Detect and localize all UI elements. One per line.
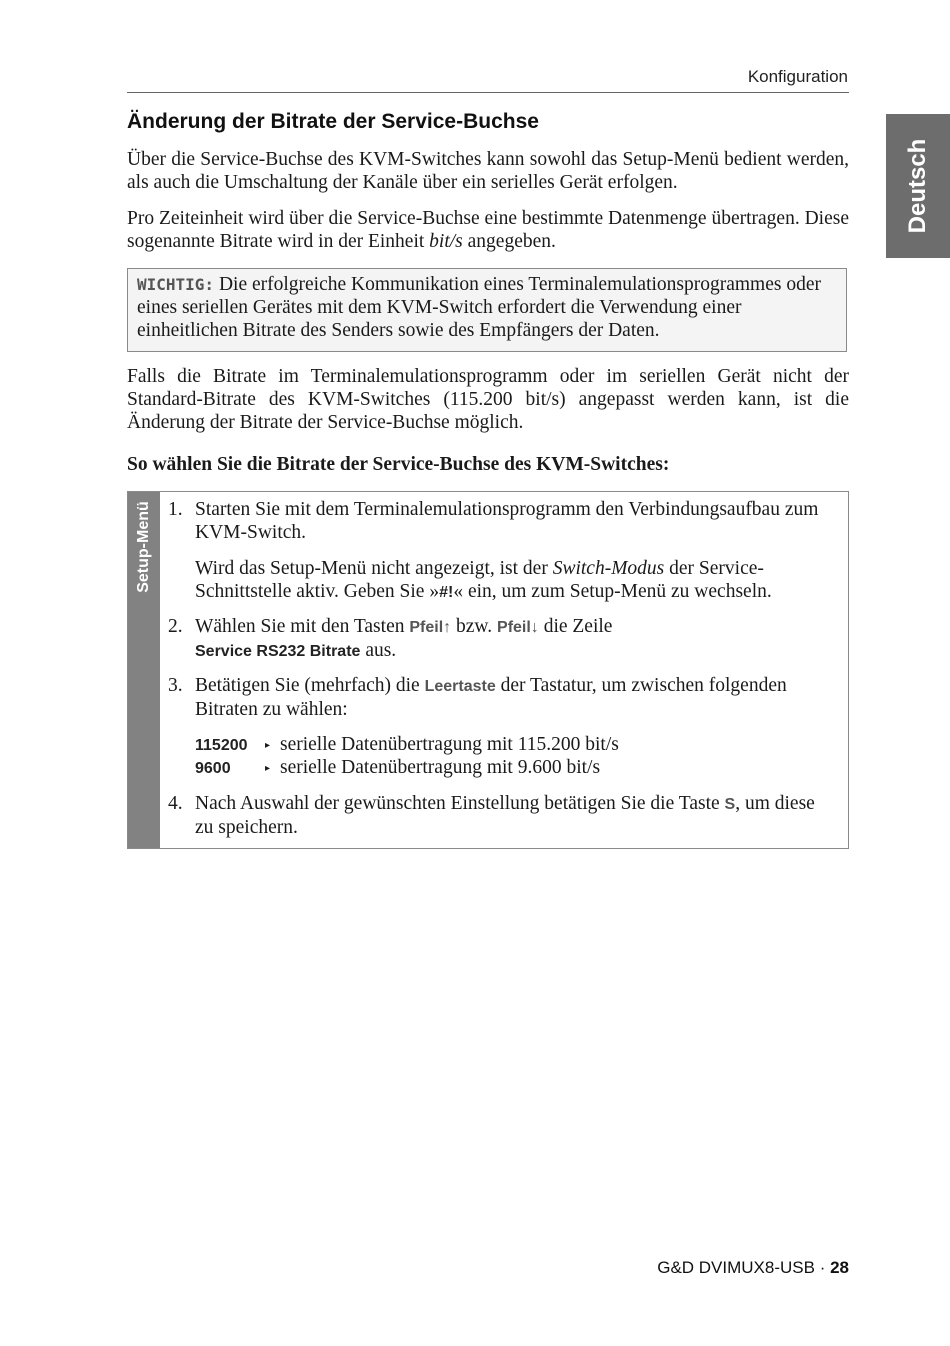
- switch-mode-term: Switch-Modus: [552, 558, 665, 579]
- section-title: Änderung der Bitrate der Service-Buchse: [127, 110, 539, 133]
- page-number: 28: [830, 1258, 849, 1277]
- footer-product: G&D DVIMUX8-USB ·: [657, 1258, 831, 1277]
- step-1: [168, 498, 838, 544]
- procedure-box: [127, 491, 849, 849]
- step-number: 3.: [168, 675, 183, 696]
- step-1-sub-c: « ein, um zum Setup-Menü zu wechseln.: [453, 581, 772, 602]
- step-2-text-b: bzw.: [451, 616, 498, 637]
- step-1-subtext: [168, 557, 838, 604]
- bitrate-option: [195, 733, 619, 757]
- step-4: [168, 792, 838, 839]
- key-s: S: [724, 796, 736, 813]
- running-header: Konfiguration: [747, 67, 848, 86]
- bitrate-code: 115200: [195, 737, 248, 754]
- intro-p2-text-b: angegeben.: [462, 231, 556, 252]
- step-2-text-d: aus.: [360, 640, 397, 661]
- key-sequence: #!: [439, 584, 454, 601]
- step-1-text: Starten Sie mit dem Terminalemulationsprogramm den Verbindungsaufbau zum KVM-Switch.: [195, 499, 819, 543]
- intro-paragraph-1: Über die Service-Buchse des KVM-Switches kann sowohl das Setup-Menü bedient werden, als auch die Umschaltung der Kanäle über ein serielles Gerät erfolgen.: [127, 149, 849, 193]
- note-label: WICHTIG:: [137, 275, 215, 294]
- page-footer: [657, 1258, 849, 1278]
- step-1-sub-a: Wird das Setup-Menü nicht angezeigt, ist der: [195, 558, 553, 579]
- step-number: 2.: [168, 616, 183, 637]
- step-2: [168, 615, 838, 663]
- procedure-heading: So wählen Sie die Bitrate der Service-Buchse des KVM-Switches:: [127, 454, 670, 475]
- bitrate-code: 9600: [195, 760, 231, 777]
- bitrate-option: [195, 756, 600, 780]
- note-text: Die erfolgreiche Kommunikation eines Terminalemulationsprogrammes oder eines seriellen Gerätes mit dem KVM-Switch erfordert die Verwendung einer einheitlichen Bitrate des Senders sowie des Empfängers der Daten.: [137, 274, 821, 341]
- language-tab: [886, 114, 950, 258]
- important-note: [127, 268, 847, 352]
- step-number: 1.: [168, 499, 183, 520]
- step-2-text-a: Wählen Sie mit den Tasten: [195, 616, 410, 637]
- setup-menu-bar: [128, 492, 160, 848]
- intro-p2-text-a: Pro Zeiteinheit wird über die Service-Buchse eine bestimmte Datenmenge übertragen. Diese sogenannte Bitrate wird in der Einheit: [127, 208, 849, 252]
- unit-bits: bit/s: [429, 231, 463, 252]
- step-3-text-b: der Tastatur, um zwischen folgenden Bitraten zu wählen:: [195, 675, 787, 720]
- setup-menu-bar-label: Setup-Menü: [135, 501, 152, 593]
- step-2-text-c: die Zeile: [538, 616, 613, 637]
- header-divider: [127, 92, 849, 93]
- step-1-sub-b: der Service-Schnittstelle aktiv. Geben Sie »: [195, 558, 764, 602]
- key-space: Leertaste: [424, 678, 496, 695]
- key-arrow-up: Pfeil↑: [409, 619, 452, 636]
- bitrate-description: serielle Datenübertragung mit 115.200 bit/s: [280, 734, 619, 755]
- paragraph-3: Falls die Bitrate im Terminalemulationsprogramm oder im seriellen Gerät nicht der Standard-Bitrate des KVM-Switches (115.200 bit/s) angepasst werden kann, ist die Änderung der Bitrate der Service-Buchse möglich.: [127, 366, 849, 433]
- step-number: 4.: [168, 793, 183, 814]
- step-3: [168, 674, 838, 721]
- menu-item-name: Service RS232 Bitrate: [195, 643, 361, 660]
- key-arrow-down: Pfeil↓: [497, 619, 539, 636]
- step-4-text-a: Nach Auswahl der gewünschten Einstellung betätigen Sie die Taste: [195, 793, 725, 814]
- triangle-bullet-icon: ▸: [265, 763, 271, 774]
- language-tab-label: Deutsch: [904, 138, 931, 234]
- intro-paragraph-2: [127, 207, 849, 253]
- step-4-text-b: , um diese zu speichern.: [195, 793, 815, 838]
- step-3-text-a: Betätigen Sie (mehrfach) die: [195, 675, 425, 696]
- triangle-bullet-icon: ▸: [265, 740, 271, 751]
- bitrate-description: serielle Datenübertragung mit 9.600 bit/s: [280, 757, 601, 778]
